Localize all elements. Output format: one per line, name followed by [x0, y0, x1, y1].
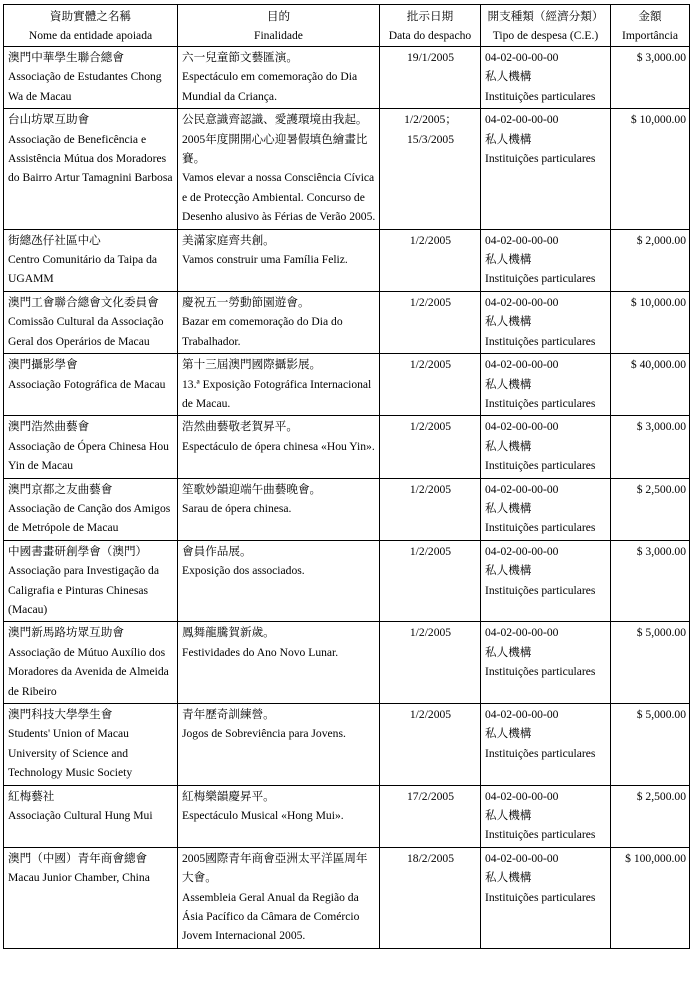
expense-type-pt: Instituições particulares: [485, 583, 596, 597]
expense-type-pt: Instituições particulares: [485, 665, 596, 679]
amount-cell: [611, 478, 690, 540]
expense-type-pt: Instituições particulares: [485, 890, 596, 904]
header-amount-zh: 金額: [638, 10, 662, 23]
purpose-zh: 浩然曲藝敬老賀昇平。: [182, 420, 298, 434]
entity-name-pt: Associação para Investigação da Caligrafia e Pinturas Chinesas (Macau): [8, 564, 159, 616]
purpose-pt: Festividades do Ano Novo Lunar.: [182, 645, 339, 659]
entity-cell: [4, 354, 178, 416]
amount-cell: [611, 785, 690, 847]
header-date-pt: Data do despacho: [388, 29, 472, 42]
subsidy-table: [3, 4, 690, 949]
entity-name-pt: Associação de Mútuo Auxílio dos Moradores da Avenida de Almeida de Ribeiro: [8, 645, 169, 698]
date-cell: [380, 354, 481, 416]
expense-type-code: 04-02-00-00-00: [485, 113, 559, 127]
expense-type-cell: [481, 416, 611, 478]
table-row: [4, 291, 690, 353]
entity-name-zh: 澳門攝影學會: [8, 358, 78, 372]
dispatch-date: 1/2/2005: [409, 358, 452, 372]
dispatch-date: 18/2/2005: [406, 851, 455, 865]
entity-cell: [4, 785, 178, 847]
purpose-cell: [178, 540, 380, 622]
purpose-zh: 六一兒童節文藝匯演。: [182, 51, 298, 64]
dispatch-date: 1/2/2005； 15/3/2005: [404, 113, 457, 146]
dispatch-date: 1/2/2005: [409, 708, 452, 721]
table-row: [4, 622, 690, 704]
expense-type-cell: [481, 622, 611, 704]
entity-cell: [4, 416, 178, 478]
expense-type-zh: 私人機構: [485, 70, 532, 84]
purpose-pt: Assembleia Geral Anual da Região da Ásia Pacífico da Câmara de Comércio Jovem Internacional 2005.: [182, 890, 360, 943]
date-cell: [380, 704, 481, 786]
expense-type-code: 04-02-00-00-00: [485, 51, 559, 64]
table-row: [4, 229, 690, 291]
amount-value: $ 5,000.00: [636, 626, 686, 640]
amount-cell: [611, 47, 690, 109]
entity-name-zh: 澳門（中國）青年商會總會: [8, 851, 148, 865]
purpose-pt: Jogos de Sobreviência para Jovens.: [182, 727, 346, 741]
amount-cell: [611, 847, 690, 948]
entity-name-zh: 澳門科技大學學生會: [8, 708, 113, 721]
expense-type-zh: 私人機構: [485, 377, 532, 391]
header-purpose-zh: 目的: [266, 10, 291, 23]
expense-type-cell: [481, 354, 611, 416]
dispatch-date: 1/2/2005: [409, 233, 452, 247]
header-date: [380, 5, 481, 47]
date-cell: [380, 47, 481, 109]
expense-type-zh: 私人機構: [485, 132, 532, 146]
dispatch-date: 1/2/2005: [409, 295, 452, 309]
entity-name-zh: 紅梅藝社: [8, 789, 55, 803]
entity-cell: [4, 478, 178, 540]
table-row: [4, 847, 690, 948]
expense-type-cell: [481, 229, 611, 291]
entity-name-zh: 澳門浩然曲藝會: [8, 420, 90, 434]
header-purpose-pt: Finalidade: [254, 29, 303, 42]
expense-type-cell: [481, 109, 611, 229]
expense-type-code: 04-02-00-00-00: [485, 789, 559, 803]
table-row: [4, 785, 690, 847]
dispatch-date: 1/2/2005: [409, 482, 452, 496]
date-cell: [380, 540, 481, 622]
amount-cell: [611, 416, 690, 478]
purpose-cell: [178, 847, 380, 948]
entity-name-pt: Associação de Beneficência e Assistência Mútua dos Moradores do Bairro Artur Tamagnini Barbosa: [8, 132, 173, 185]
table-row: [4, 478, 690, 540]
header-row: [4, 5, 690, 47]
expense-type-zh: 私人機構: [485, 501, 532, 515]
entity-name-zh: 澳門工會聯合總會文化委員會: [8, 295, 159, 309]
purpose-cell: [178, 109, 380, 229]
header-entity-zh: 資助實體之名稱: [49, 10, 132, 23]
expense-type-pt: Instituições particulares: [485, 746, 596, 760]
purpose-cell: [178, 416, 380, 478]
table-row: [4, 354, 690, 416]
expense-type-code: 04-02-00-00-00: [485, 544, 559, 558]
purpose-cell: [178, 354, 380, 416]
purpose-zh: 會員作品展。: [182, 544, 252, 558]
amount-value: $ 100,000.00: [625, 851, 686, 865]
entity-name-zh: 中國書畫研創學會（澳門）: [8, 544, 148, 558]
expense-type-pt: Instituições particulares: [485, 521, 596, 535]
entity-name-pt: Students' Union of Macau University of Science and Technology Music Society: [8, 727, 133, 780]
header-amount-pt: Importância: [621, 29, 678, 42]
amount-value: $ 3,000.00: [636, 420, 686, 434]
amount-cell: [611, 354, 690, 416]
amount-cell: [611, 704, 690, 786]
dispatch-date: 1/2/2005: [409, 626, 452, 640]
header-amount: [611, 5, 690, 47]
expense-type-zh: 私人機構: [485, 253, 532, 267]
expense-type-pt: Instituições particulares: [485, 396, 596, 410]
dispatch-date: 1/2/2005: [409, 544, 452, 558]
entity-name-zh: 澳門新馬路坊眾互助會: [8, 626, 124, 640]
entity-name-pt: Associação Fotográfica de Macau: [8, 377, 166, 391]
entity-name-pt: Macau Junior Chamber, China: [8, 871, 150, 885]
table-row: [4, 704, 690, 786]
header-date-zh: 批示日期: [406, 10, 454, 23]
header-type: [481, 5, 611, 47]
date-cell: [380, 847, 481, 948]
expense-type-pt: Instituições particulares: [485, 152, 596, 166]
entity-cell: [4, 229, 178, 291]
expense-type-code: 04-02-00-00-00: [485, 233, 559, 247]
table-row: [4, 109, 690, 229]
entity-name-pt: Associação de Ópera Chinesa Hou Yin de Macau: [8, 439, 169, 473]
dispatch-date: 17/2/2005: [406, 789, 455, 803]
date-cell: [380, 478, 481, 540]
subsidy-table-container: [3, 4, 690, 949]
expense-type-zh: 私人機構: [485, 439, 532, 453]
entity-cell: [4, 622, 178, 704]
purpose-zh: 美滿家庭齊共創。: [182, 233, 275, 247]
purpose-cell: [178, 229, 380, 291]
date-cell: [380, 291, 481, 353]
purpose-cell: [178, 47, 380, 109]
expense-type-cell: [481, 785, 611, 847]
entity-name-pt: Associação Cultural Hung Mui: [8, 809, 153, 823]
expense-type-cell: [481, 291, 611, 353]
header-entity: [4, 5, 178, 47]
entity-cell: [4, 291, 178, 353]
expense-type-cell: [481, 47, 611, 109]
entity-cell: [4, 704, 178, 786]
expense-type-zh: 私人機構: [485, 727, 532, 741]
purpose-pt: Espectáculo de ópera chinesa «Hou Yin».: [182, 439, 375, 453]
dispatch-date: 19/1/2005: [406, 51, 455, 64]
purpose-cell: [178, 704, 380, 786]
purpose-zh: 青年歷奇訓練營。: [182, 708, 275, 721]
entity-cell: [4, 47, 178, 109]
dispatch-date: 1/2/2005: [409, 420, 452, 434]
amount-value: $ 2,500.00: [636, 482, 686, 496]
expense-type-pt: Instituições particulares: [485, 89, 596, 103]
purpose-pt: Vamos elevar a nossa Consciência Cívica e de Protecção Ambiental. Concurso de Desenho alusivo às Férias de Verão 2005.: [182, 171, 376, 224]
entity-name-zh: 澳門中華學生聯合總會: [8, 51, 124, 64]
purpose-zh: 第十三屆澳門國際攝影展。: [182, 358, 322, 372]
purpose-zh: 2005國際青年商會亞洲太平洋區周年大會。: [182, 851, 368, 885]
expense-type-pt: Instituições particulares: [485, 828, 596, 842]
expense-type-pt: Instituições particulares: [485, 459, 596, 473]
expense-type-code: 04-02-00-00-00: [485, 420, 559, 434]
date-cell: [380, 785, 481, 847]
table-row: [4, 416, 690, 478]
purpose-cell: [178, 291, 380, 353]
entity-name-zh: 澳門京都之友曲藝會: [8, 482, 113, 496]
date-cell: [380, 229, 481, 291]
purpose-pt: Exposição dos associados.: [182, 564, 305, 578]
date-cell: [380, 416, 481, 478]
expense-type-code: 04-02-00-00-00: [485, 626, 559, 640]
amount-value: $ 40,000.00: [630, 358, 686, 372]
entity-name-pt: Comissão Cultural da Associação Geral dos Operários de Macau: [8, 315, 164, 348]
amount-cell: [611, 622, 690, 704]
date-cell: [380, 622, 481, 704]
entity-cell: [4, 847, 178, 948]
purpose-zh: 笙歌妙韻迎端午曲藝晚會。: [182, 482, 322, 496]
amount-cell: [611, 229, 690, 291]
amount-value: $ 10,000.00: [630, 113, 686, 127]
purpose-pt: Sarau de ópera chinesa.: [182, 501, 292, 515]
expense-type-zh: 私人機構: [485, 809, 532, 823]
header-type-zh: 開支種類（經濟分類）: [487, 10, 604, 23]
header-entity-pt: Nome da entidade apoiada: [28, 29, 153, 42]
purpose-cell: [178, 622, 380, 704]
purpose-cell: [178, 785, 380, 847]
expense-type-zh: 私人機構: [485, 564, 532, 578]
table-row: [4, 540, 690, 622]
amount-value: $ 3,000.00: [636, 544, 686, 558]
entity-name-pt: Centro Comunitário da Taipa da UGAMM: [8, 253, 158, 286]
purpose-pt: Bazar em comemoração do Dia do Trabalhador.: [182, 315, 343, 348]
purpose-pt: Vamos construir uma Família Feliz.: [182, 253, 348, 267]
entity-name-zh: 台山坊眾互助會: [8, 113, 90, 127]
amount-value: $ 5,000.00: [636, 708, 686, 721]
expense-type-code: 04-02-00-00-00: [485, 358, 559, 372]
entity-name-pt: Associação de Estudantes Chong Wa de Macau: [8, 70, 162, 103]
entity-cell: [4, 540, 178, 622]
expense-type-zh: 私人機構: [485, 871, 532, 885]
expense-type-code: 04-02-00-00-00: [485, 708, 559, 721]
amount-value: $ 2,000.00: [636, 233, 686, 247]
expense-type-cell: [481, 704, 611, 786]
date-cell: [380, 109, 481, 229]
expense-type-pt: Instituições particulares: [485, 272, 596, 286]
table-body: [4, 47, 690, 949]
purpose-zh: 紅梅樂韻慶昇平。: [182, 789, 275, 803]
expense-type-pt: Instituições particulares: [485, 334, 596, 348]
entity-cell: [4, 109, 178, 229]
purpose-zh: 鳳舞龍騰賀新歲。: [182, 626, 275, 640]
table-row: [4, 47, 690, 109]
amount-value: $ 10,000.00: [630, 295, 686, 309]
purpose-pt: Espectáculo Musical «Hong Mui».: [182, 809, 344, 823]
amount-cell: [611, 291, 690, 353]
amount-cell: [611, 109, 690, 229]
header-purpose: [178, 5, 380, 47]
amount-value: $ 2,500.00: [636, 789, 686, 803]
purpose-pt: 13.ª Exposição Fotográfica Internacional de Macau.: [182, 377, 372, 410]
expense-type-code: 04-02-00-00-00: [485, 482, 559, 496]
purpose-zh: 慶祝五一勞動節園遊會。: [182, 295, 310, 309]
expense-type-cell: [481, 540, 611, 622]
header-type-pt: Tipo de despesa (C.E.): [492, 29, 599, 42]
entity-name-zh: 街總氹仔社區中心: [8, 233, 101, 247]
purpose-cell: [178, 478, 380, 540]
amount-value: $ 3,000.00: [636, 51, 686, 64]
purpose-pt: Espectáculo em comemoração do Dia Mundial da Criança.: [182, 70, 358, 103]
amount-cell: [611, 540, 690, 622]
expense-type-zh: 私人機構: [485, 315, 532, 329]
expense-type-zh: 私人機構: [485, 645, 532, 659]
expense-type-cell: [481, 478, 611, 540]
expense-type-code: 04-02-00-00-00: [485, 295, 559, 309]
entity-name-pt: Associação de Canção dos Amigos de Metrópole de Macau: [8, 501, 171, 535]
expense-type-code: 04-02-00-00-00: [485, 851, 559, 865]
purpose-zh: 公民意識齊認識、愛護環境由我起。2005年度開開心心迎暑假填色繪畫比賽。: [182, 113, 368, 166]
expense-type-cell: [481, 847, 611, 948]
